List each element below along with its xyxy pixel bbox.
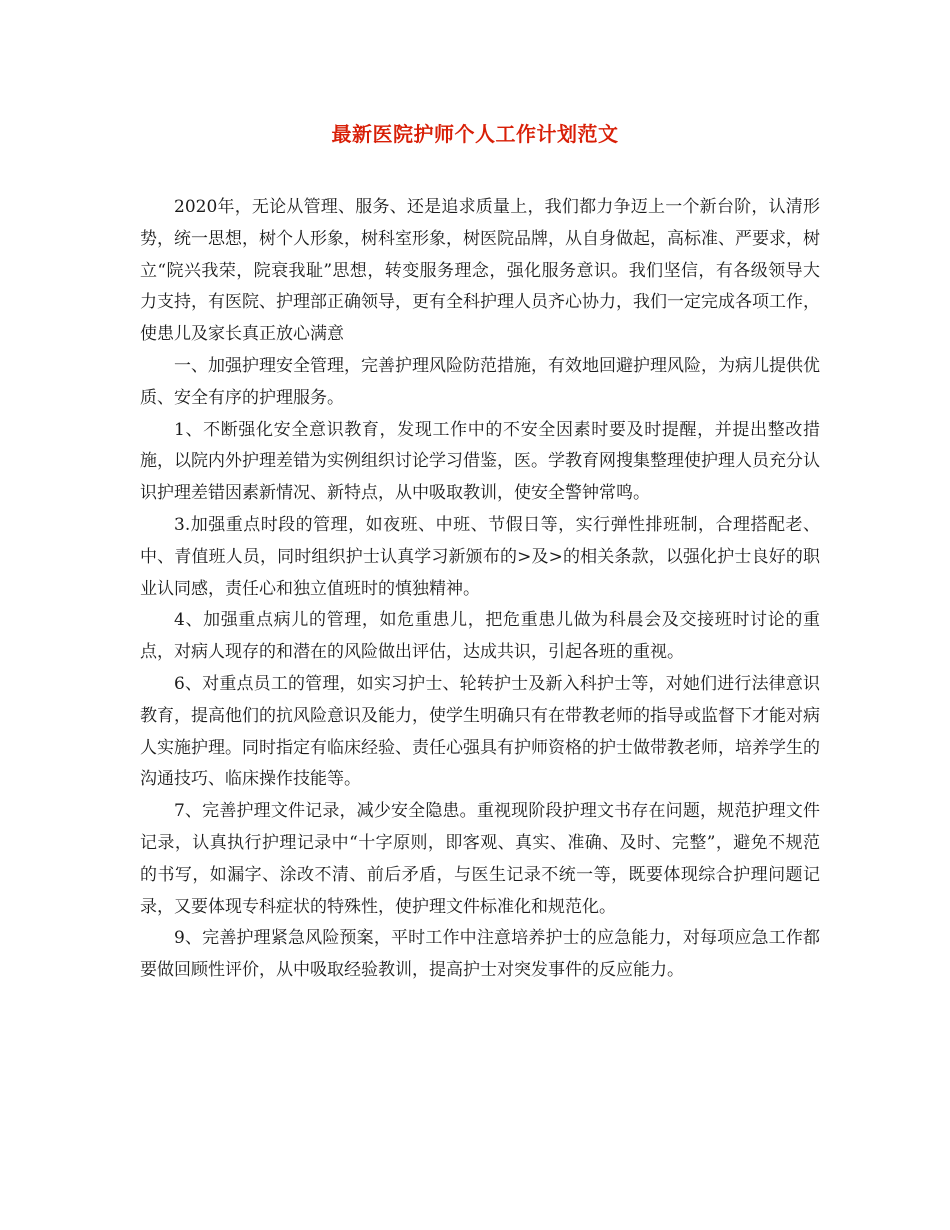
paragraph-item-6: 6、对重点员工的管理，如实习护士、轮转护士及新入科护士等，对她们进行法律意识教育，提高他们的抗风险意识及能力，使学生明确只有在带教老师的指导或监督下才能对病人实施护理。同时指定有临床经验、责任心强具有护师资格的护士做带教老师，培养学生的沟通技巧、临床操作技能等。 bbox=[140, 673, 820, 790]
paragraph-item-9: 9、完善护理紧急风险预案，平时工作中注意培养护士的应急能力，对每项应急工作都要做回顾性评价，从中吸取经验教训，提高护士对突发事件的反应能力。 bbox=[140, 928, 820, 981]
paragraph-section-1: 一、加强护理安全管理，完善护理风险防范措施，有效地回避护理风险，为病儿提供优质、安全有序的护理服务。 bbox=[140, 355, 820, 408]
paragraph-item-7: 7、完善护理文件记录，减少安全隐患。重视现阶段护理文书存在问题，规范护理文件记录，认真执行护理记录中“十字原则，即客观、真实、准确、及时、完整”，避免不规范的书写，如漏字、涂改不清、前后矛盾，与医生记录不统一等，既要体现综合护理问题记录，又要体现专科症状的特殊性，使护理文件标准化和规范化。 bbox=[140, 801, 820, 917]
document-body bbox=[140, 192, 820, 987]
paragraph-intro: 2020年，无论从管理、服务、还是追求质量上，我们都力争迈上一个新台阶，认清形势，统一思想，树个人形象，树科室形象，树医院品牌，从自身做起，高标准、严要求，树立“院兴我荣，院衰我耻”思想，转变服务理念，强化服务意识。我们坚信，有各级领导大力支持，有医院、护理部正确领导，更有全科护理人员齐心协力，我们一定完成各项工作，使患儿及家长真正放心满意 bbox=[140, 197, 820, 345]
paragraph-item-4: 4、加强重点病儿的管理，如危重患儿，把危重患儿做为科晨会及交接班时讨论的重点，对病人现存的和潜在的风险做出评估，达成共识，引起各班的重视。 bbox=[140, 610, 820, 663]
document-title: 最新医院护师个人工作计划范文 bbox=[331, 122, 619, 146]
paragraph-item-3: 3.加强重点时段的管理，如夜班、中班、节假日等，实行弹性排班制，合理搭配老、中、青值班人员，同时组织护士认真学习新颁布的>及>的相关条款，以强化护士良好的职业认同感，责任心和独立值班时的慎独精神。 bbox=[140, 514, 820, 599]
paragraph-item-1: 1、不断强化安全意识教育，发现工作中的不安全因素时要及时提醒，并提出整改措施，以院内外护理差错为实例组织讨论学习借鉴，医。学教育网搜集整理使护理人员充分认识护理差错因素新情况、新特点，从中吸取教训，使安全警钟常鸣。 bbox=[140, 419, 820, 504]
